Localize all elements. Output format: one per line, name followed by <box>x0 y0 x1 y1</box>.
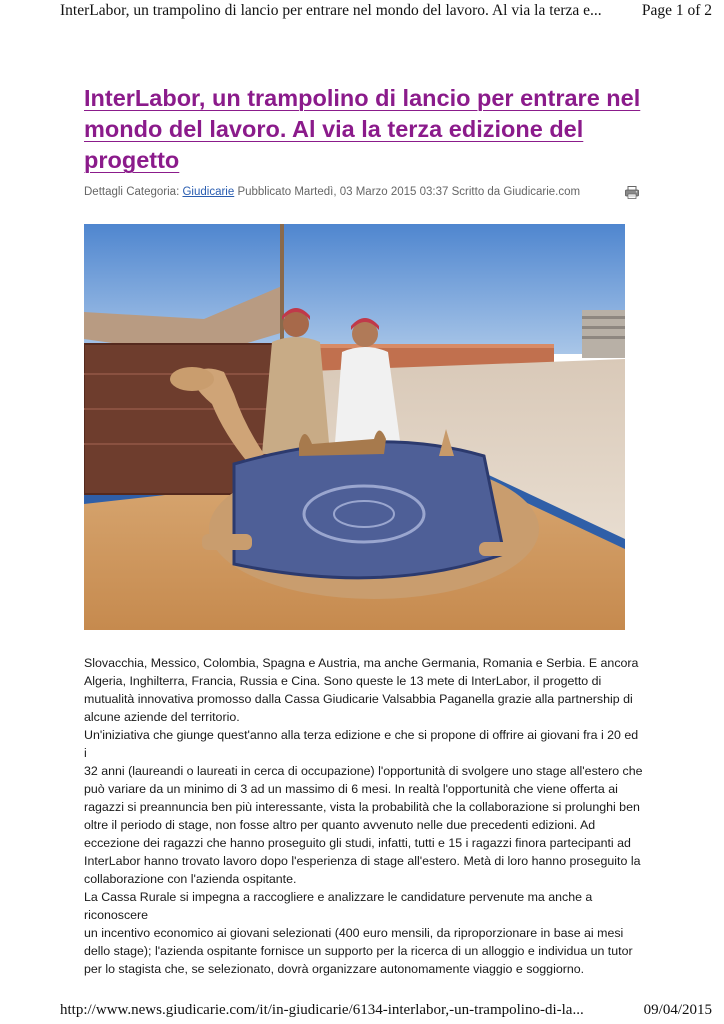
print-header <box>60 2 712 20</box>
meta-category-label: Categoria: <box>126 186 180 198</box>
article-paragraph: Un'iniziativa che giunge quest'anno alla terza edizione e che si propone di offrire ai giovani fra i 20 ed i 32 anni (laureandi o laureati in cerca di occupazione) l'opportunità di svolgere uno stage all'estero che può variare da un minimo di 3 ad un massimo di 6 mesi. In realtà l'opportunità che viene offerta ai ragazzi si preannuncia ben più interessante, vista la probabilità che la collaborazione si prolunghi ben oltre il periodo di stage, non fosse altro per quanto avvenuto nelle due precedenti edizioni. Ad eccezione dei ragazzi che hanno proseguito gli studi, infatti, tutti e 15 i ragazzi finora partecipanti ad InterLabor hanno trovato lavoro dopo l'esperienza di stage all'estero. Metà di loro hanno proseguito la collaborazione con l'azienda ospitante. <box>84 728 643 886</box>
article-title[interactable] <box>84 83 644 176</box>
article-photo <box>84 224 625 630</box>
article-meta <box>84 186 624 198</box>
print-header-title: InterLabor, un trampolino di lancio per entrare nel mondo del lavoro. Al via la terza e... <box>60 2 602 19</box>
article-paragraph: Slovacchia, Messico, Colombia, Spagna e Austria, ma anche Germania, Romania e Serbia. E ancora Algeria, Inghilterra, Francia, Russia e Cina. Sono queste le 13 mete di InterLabor, il progetto di mutualità innovativa promosso dalla Cassa Giudicarie Valsabbia Paganella grazie alla partnership di alcune aziende del territorio. <box>84 656 639 724</box>
print-footer <box>60 1002 712 1020</box>
article-body <box>84 654 644 978</box>
meta-published: Pubblicato Martedì, 03 Marzo 2015 03:37 <box>237 186 449 198</box>
print-header-page: Page 1 of 2 <box>641 2 712 19</box>
camel-desert-photo <box>84 224 625 630</box>
meta-author: Scritto da Giudicarie.com <box>451 186 581 198</box>
printer-icon[interactable] <box>625 186 639 199</box>
print-footer-url: http://www.news.giudicarie.com/it/in-giudicarie/6134-interlabor,-un-trampolino-di-la... <box>60 1002 584 1018</box>
print-footer-date: 09/04/2015 <box>643 1002 712 1018</box>
article-paragraph: La Cassa Rurale si impegna a raccogliere e analizzare le candidature pervenute ma anche a riconoscere un incentivo economico ai giovani selezionati (400 euro mensili, da riproporzionare in base ai mesi dello stage); l'azienda ospitante fornisce un supporto per la ricerca di un alloggio e individua un tutor per lo stagista che, se selezionato, dovrà organizzare autonomamente viaggio e soggiorno. <box>84 890 633 976</box>
meta-category-link[interactable]: Giudicarie <box>182 186 235 198</box>
meta-details-label: Dettagli <box>84 186 123 198</box>
article-title-link[interactable]: InterLabor, un trampolino di lancio per entrare nel mondo del lavoro. Al via la terza edizione del progetto <box>84 85 641 173</box>
